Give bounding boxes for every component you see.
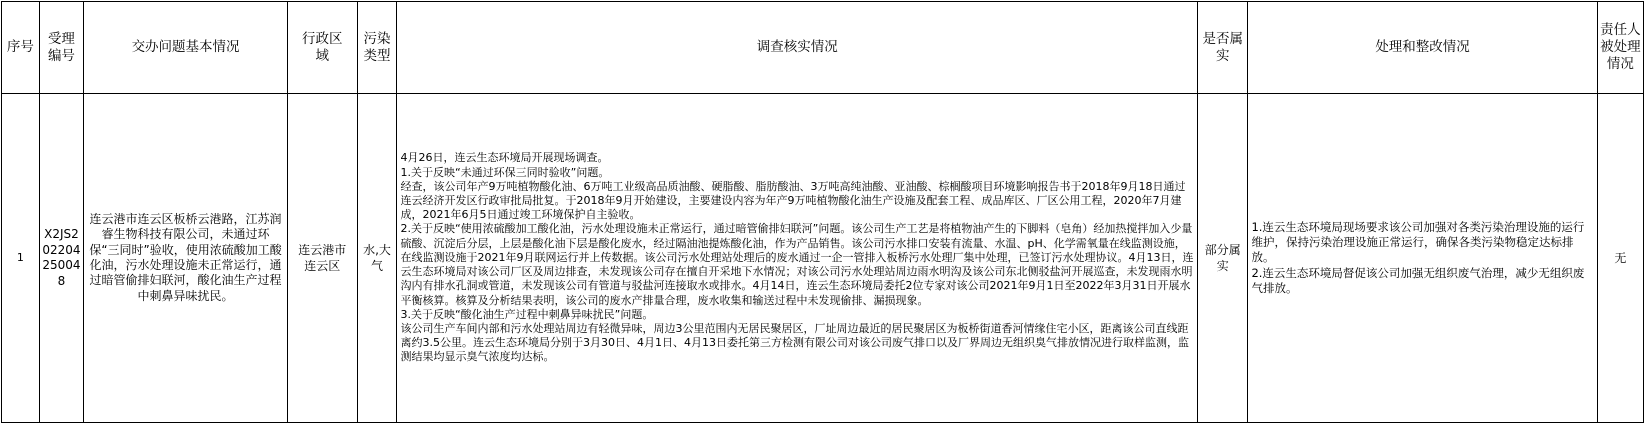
cell-pollution-type: 水,大 气: [357, 94, 397, 423]
cell-seq: 1: [2, 94, 40, 423]
cell-investigation: 4月26日，连云生态环境局开展现场调查。 1.关于反映“未通过环保三同时验收”问题。 经查，该公司年产9万吨植物酸化油、6万吨工业级高品质油酸、硬脂酸、脂肪酸油、3万吨高纯油酸、亚油酸、棕榈酸项目环境影响报告书于2018年9月18日通过连云经济开发区行政审批局批复。于2018年9月开始建设，主要建设内容为年产9万吨植物酸化油生产设施及配套工程、成品库区、厂区公用工程，2020年7月建成，2021年6月5日通过竣工环境保护自主验收。 2.关于反映“使用浓硫酸加工酸化油，污水处理设施未正常运行，通过暗管偷排妇联河”问题。该公司生产工艺是将植物油产生的下脚料（皂角）经加热搅拌加入少量硫酸、沉淀后分层，上层是酸化油下层是酸化废水，经过隔油池提炼酸化油，作为产品销售。该公司污水排口安装有流量、水温、pH、化学需氧量在线监测设施，在线监测设施于2021年9月联网运行并上传数据。该公司污水处理站处理后的废水通过一企一管排入板桥污水处理厂集中处理，已签订污水处理协议。4月13日，连云生态环境局对该公司厂区及周边排查，未发现该公司存在擅自开采地下水情况；对该公司污水处理站周边雨水明沟及该公司东北侧驳盐河开展巡查，未发现雨水明沟内有排水孔洞或管道，未发现该公司有管道与驳盐河连接取水或排水。4月14日，连云生态环境局委托2位专家对该公司2021年9月1日至2022年3月31日开展水平衡核算。核算及分析结果表明，该公司的废水产排量合理，废水收集和输送过程中未发现偷排、漏损现象。 3.关于反映“酸化油生产过程中刺鼻异味扰民”问题。 该公司生产车间内部和污水处理站周边有轻微异味，周边3公里范围内无居民聚居区，厂址周边最近的居民聚居区为板桥街道香河情缘住宅小区，距离该公司直线距离约3.5公里。连云生态环境局分别于3月30日、4月1日、4月13日委托第三方检测有限公司对该公司废气排口以及厂界周边无组织臭气排放情况进行取样监测，监测结果均显示臭气浓度均达标。: [397, 94, 1197, 423]
header-handling: 处理和整改情况: [1248, 2, 1597, 94]
header-district: 行政区 域: [288, 2, 357, 94]
cell-district: 连云港市 连云区: [288, 94, 357, 423]
header-pollution-type: 污染 类型: [357, 2, 397, 94]
header-seq: 序号: [2, 2, 40, 94]
header-accountability: 责任人 被处理 情况: [1597, 2, 1643, 94]
cell-basic-info: 连云港市连云区板桥云港路，江苏润睿生物科技有限公司，未通过环保“三同时”验收，使用浓硫酸加工酸化油，污水处理设施未正常运行，通过暗管偷排妇联河，酸化油生产过程中刺鼻异味扰民。: [84, 94, 288, 423]
header-verified: 是否属 实: [1197, 2, 1247, 94]
table-row: [2, 94, 1644, 423]
cell-case-no: X2JS2 02204 25004 8: [39, 94, 83, 423]
cell-verified: 部分属 实: [1197, 94, 1247, 423]
cell-accountability: 无: [1597, 94, 1643, 423]
header-case-no: 受理 编号: [39, 2, 83, 94]
case-table: [1, 1, 1644, 423]
header-basic-info: 交办问题基本情况: [84, 2, 288, 94]
header-investigation: 调查核实情况: [397, 2, 1197, 94]
table-header-row: [2, 2, 1644, 94]
cell-handling: 1.连云生态环境局现场要求该公司加强对各类污染治理设施的运行维护，保持污染治理设施正常运行，确保各类污染物稳定达标排放。 2.连云生态环境局督促该公司加强无组织废气治理，减少无组织废气排放。: [1248, 94, 1597, 423]
